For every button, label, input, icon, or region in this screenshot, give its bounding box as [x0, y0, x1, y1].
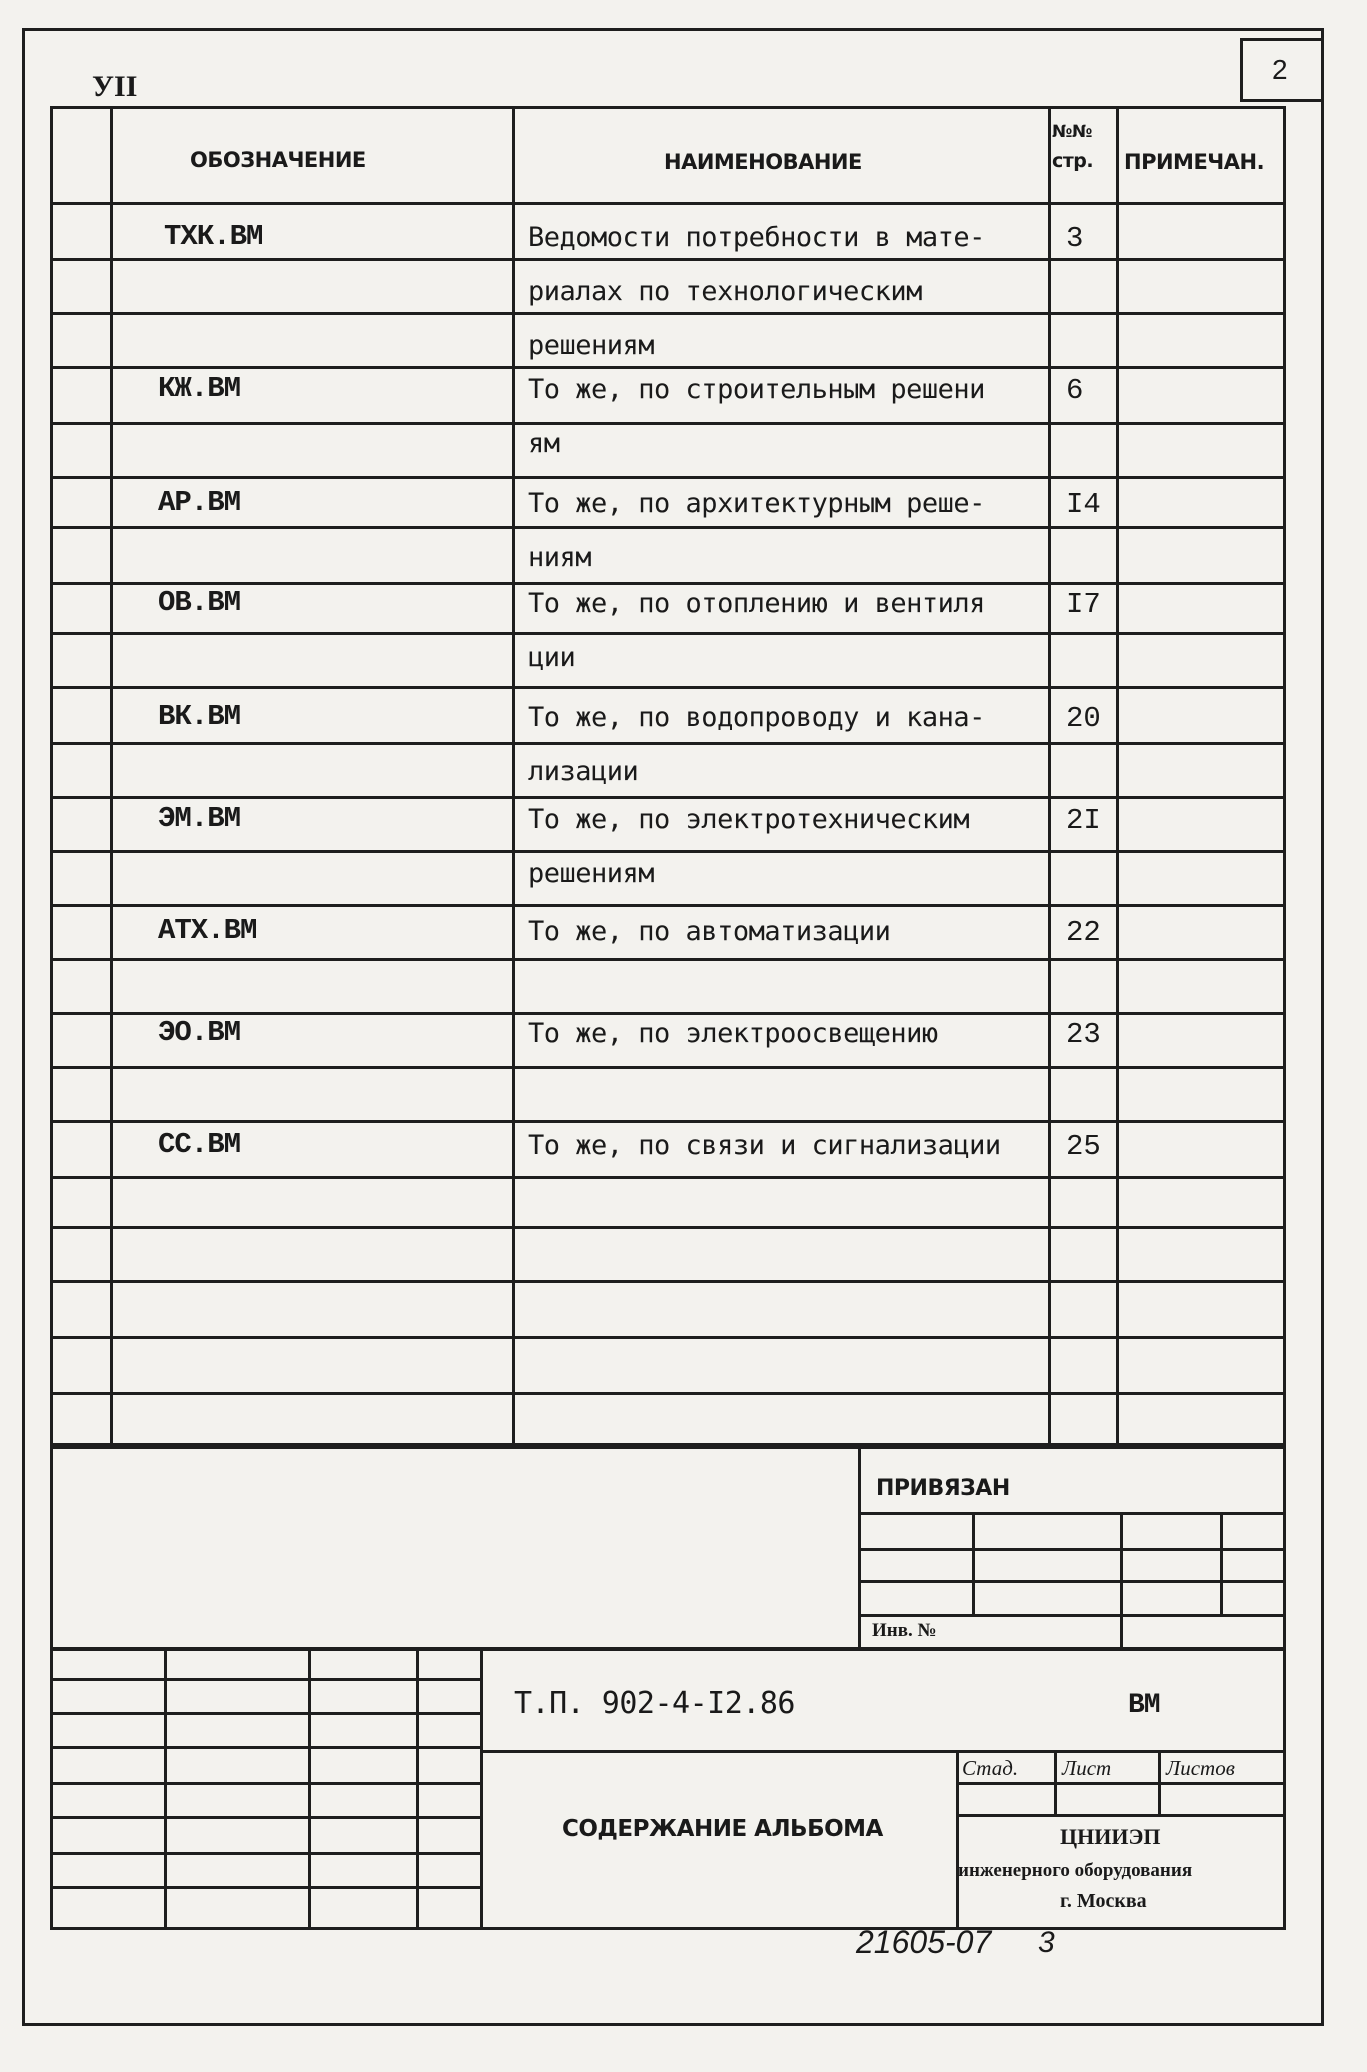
row-designation: ВК.ВМ: [158, 700, 241, 733]
row-page-number: 22: [1066, 916, 1101, 949]
row-name-line: То же, по электротехническим: [528, 804, 970, 835]
header-name: НАИМЕНОВАНИЕ: [664, 150, 862, 174]
row-designation: ЭМ.ВМ: [158, 802, 241, 835]
row-page-number: 23: [1066, 1018, 1101, 1051]
row-name-line: То же, по электроосвещению: [528, 1018, 938, 1049]
row-name-line: Ведомости потребности в мате-: [528, 222, 985, 253]
row-name-line: То же, по связи и сигнализации: [528, 1130, 1001, 1161]
project-code: Т.П. 902-4-I2.86: [514, 1686, 795, 1721]
stage-label: Стад.: [962, 1756, 1019, 1780]
row-designation: ОВ.ВМ: [158, 586, 241, 619]
row-page-number: I4: [1066, 488, 1101, 521]
row-page-number: 2I: [1066, 804, 1101, 837]
row-name-line: ции: [528, 642, 576, 673]
row-designation: СС.ВМ: [158, 1128, 241, 1161]
row-name-line: ниям: [528, 542, 592, 573]
row-page-number: 6: [1066, 374, 1084, 407]
footer-page: 3: [1038, 1926, 1055, 1959]
sheet-number: 2: [1272, 54, 1288, 85]
header-designation: ОБОЗНАЧЕНИЕ: [190, 148, 366, 172]
sheet-label: Лист: [1062, 1756, 1112, 1780]
row-name-line: То же, по отоплению и вентиля: [528, 588, 985, 619]
row-name-line: лизации: [528, 756, 639, 787]
row-designation: ТХК.ВМ: [164, 220, 263, 253]
row-designation: АР.ВМ: [158, 486, 241, 519]
header-page-label: стр.: [1052, 150, 1094, 172]
organization-subtitle: инженерного оборудования: [958, 1860, 1193, 1881]
row-page-number: I7: [1066, 588, 1101, 621]
table-border: [50, 106, 1286, 1446]
row-designation: ЭО.ВМ: [158, 1016, 241, 1049]
header-note: ПРИМЕЧАН.: [1124, 150, 1265, 174]
row-name-line: риалах по технологическим: [528, 276, 922, 307]
row-name-line: решениям: [528, 858, 655, 889]
row-page-number: 20: [1066, 702, 1101, 735]
corner-label: УII: [92, 70, 138, 103]
inventory-number-label: Инв. №: [872, 1620, 937, 1641]
row-name-line: То же, по автоматизации: [528, 916, 891, 947]
row-designation: АТХ.ВМ: [158, 914, 257, 947]
row-name-line: решениям: [528, 330, 655, 361]
document-mark: ВМ: [1128, 1690, 1160, 1721]
row-page-number: 3: [1066, 222, 1084, 255]
row-designation: КЖ.ВМ: [158, 372, 241, 405]
organization-city: г. Москва: [1060, 1890, 1147, 1912]
row-page-number: 25: [1066, 1130, 1101, 1163]
organization-name: ЦНИИЭП: [1060, 1824, 1161, 1849]
album-title: СОДЕРЖАНИЕ АЛЬБОМА: [562, 1816, 883, 1842]
binding-label: ПРИВЯЗАН: [876, 1476, 1010, 1501]
archive-number: 21605-07: [856, 1924, 992, 1960]
sheets-label: Листов: [1166, 1756, 1235, 1780]
header-page-number: №№: [1052, 122, 1092, 142]
row-name-line: То же, по водопроводу и кана-: [528, 702, 985, 733]
row-name-line: ям: [528, 428, 560, 459]
row-name-line: То же, по строительным решени: [528, 374, 985, 405]
row-name-line: То же, по архитектурным реше-: [528, 488, 985, 519]
